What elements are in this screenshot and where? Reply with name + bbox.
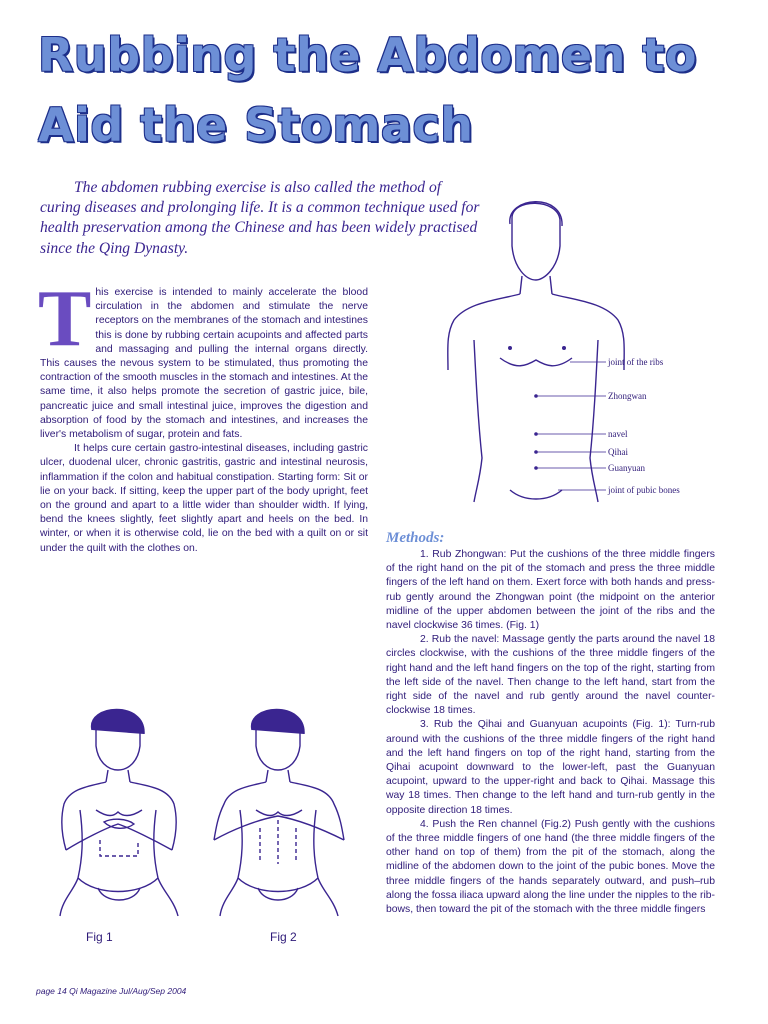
figure-1-illustration xyxy=(56,700,196,930)
method-step-4: 4. Push the Ren channel (Fig.2) Push gently with the cushions of the three middle fingers of one hand (the three middle fingers of the other hand on top of them) from the pit of the stomach, along the midline of the abdomen down to the joint of the pubic bones. Move the three middle fingers of the hands separately outward, and push–rub along the fossa iliaca upward along the line under the nipples to the rib-bows, then toward the pit of the stomach with the three middle fingers xyxy=(386,818,715,916)
page-footer: page 14 Qi Magazine Jul/Aug/Sep 2004 xyxy=(36,986,187,996)
nipple-left xyxy=(508,346,512,350)
shoulders-outline xyxy=(448,294,624,370)
method-step-1: 1. Rub Zhongwan: Put the cushions of the three middle fingers of the right hand on the pit of the stomach and press the three middle fingers of the left hand on them. Exert force with both hands and press-rub gently around the Zhongwan point (the midpoint on the anterior midline of the upper abdomen between the joint of the ribs and the navel clockwise 36 times. (Fig. 1) xyxy=(386,549,715,632)
label-joint-of-pubic-bones: joint of pubic bones xyxy=(608,485,680,495)
torso-left xyxy=(474,340,482,502)
body-column-right xyxy=(386,548,715,917)
body-paragraph-2: It helps cure certain gastro-intestinal diseases, including gastric ulcer, duodenal ulcer, chronic gastritis, gastric and intestinal neurosis, inflammation if the colon and habitual constipation. Starting form: Sit or lie on your back. If sitting, keep the upper part of the body upright, feet on the ground and apart to a little wider than shoulder width. If lying, bend the knees slightly, feet slightly apart and heels on the bed. In winter, or when it is otherwise cold, lie on the bed with a quilt on or sit under the quilt with the clothes on. xyxy=(40,443,368,554)
chest-line xyxy=(500,358,572,366)
method-step-3: 3. Rub the Qihai and Guanyuan acupoints (Fig. 1): Turn-rub around with the cushions of the three middle fingers of the right hand and the left hand fingers on top of the right hand, starting from the Qihai acupoint downward to the lower-left, past the Guanyuan acupoint, upward to the upper-right and back to Qihai. Massage this way 18 times. Then change to the left hand and turn-rub gently in the opposite direction 18 times. xyxy=(386,719,715,816)
body-paragraph-1: his exercise is intended to mainly accelerate the blood circulation in the abdomen and stimulate the nerve receptors on the membranes of the stomach and intestines this is done by rubbing certain acupoints and affected parts and massaging and pulling the internal organs directly. This causes the nevous system to be stimulated, thus promoting the contraction of the smooth muscles in the stomach and intestines. At the same time, it also helps promote the secretion of gastric juice, bile, pancreatic juice and small intestinal juice, improves the digestion and absorption of food by the stomach and intestines, and increases the liver's metabolism of sugar, protein and fats. xyxy=(40,287,368,441)
method-step-2: 2. Rub the navel: Massage gently the parts around the navel 18 circles clockwise, with the cushions of the three middle fingers of the right hand and the left hand fingers on the top of the right, starting from the left side of the navel. Then change to the left hand, start from the right side of the navel and rub gently around the navel counter-clockwise 18 times. xyxy=(386,634,715,717)
label-joint-of-ribs: joint of the ribs xyxy=(608,357,664,367)
figure-1-label: Fig 1 xyxy=(86,930,113,944)
acupoint-torso-diagram xyxy=(440,190,700,520)
body-column-left xyxy=(38,275,368,556)
label-qihai: Qihai xyxy=(608,447,628,457)
drop-cap: T xyxy=(38,275,92,363)
head-outline xyxy=(512,203,560,280)
label-navel: navel xyxy=(608,429,628,439)
methods-heading: Methods: xyxy=(386,530,445,546)
nipple-right xyxy=(562,346,566,350)
figure-2-illustration xyxy=(212,700,352,930)
figure-2-label: Fig 2 xyxy=(270,930,297,944)
intro-paragraph: The abdomen rubbing exercise is also called the method of curing diseases and prolonging life. It is a common technique used for health preservation among the Chinese and has been widely practised since the Qing Dynasty. xyxy=(40,179,480,257)
groin-line xyxy=(510,490,562,499)
title-line-2: Aid the Stomach xyxy=(38,98,474,152)
title-line-1: Rubbing the Abdomen to xyxy=(38,28,697,82)
label-guanyuan: Guanyuan xyxy=(608,463,645,473)
hair-outline xyxy=(510,202,562,226)
neck-outline xyxy=(520,276,552,294)
torso-right xyxy=(590,340,598,502)
label-zhongwan: Zhongwan xyxy=(608,391,647,401)
